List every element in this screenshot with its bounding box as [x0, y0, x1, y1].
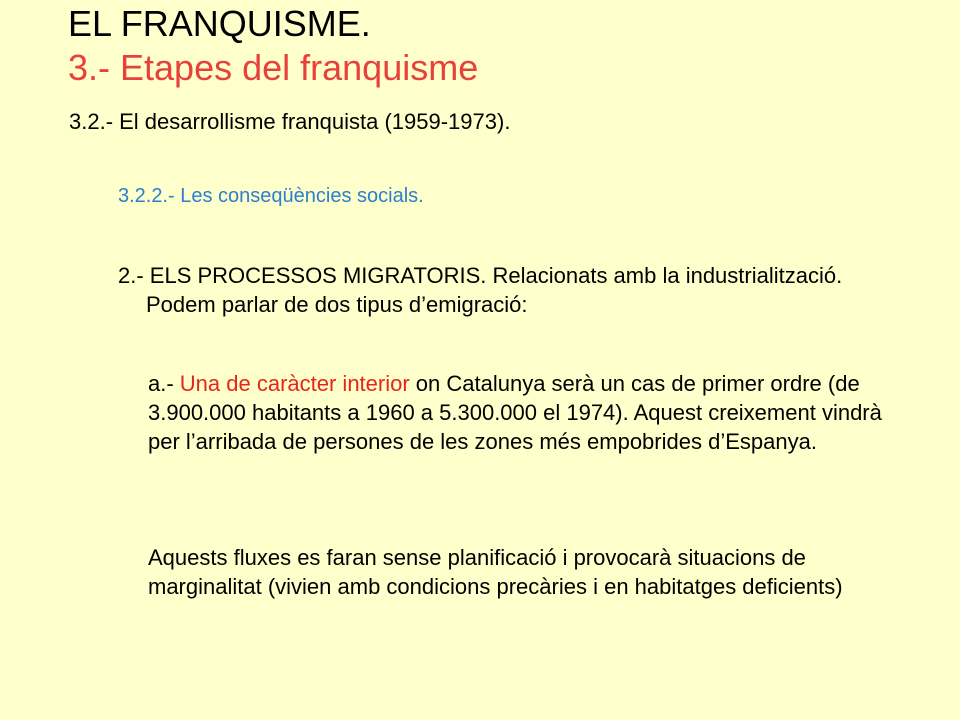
- interior-rest: on Catalunya serà un cas de primer ordre (de 3.900.000 habitants a 1960 a 5.300.000 el 1974). Aquest creixement vindrà per l’arribada de persones de les zones més empobrides d’Espanya.: [148, 371, 882, 454]
- title-main: EL FRANQUISME.: [68, 3, 371, 44]
- interior-prefix: a.-: [148, 371, 180, 396]
- slide-title: [68, 2, 928, 90]
- fluxes-paragraph: Aquests fluxes es faran sense planificació i provocarà situacions de marginalitat (vivien amb condicions precàries i en habitatges deficients): [148, 545, 843, 599]
- subsection-heading: 3.2.2.- Les conseqüències socials.: [118, 185, 424, 207]
- interior-migration-paragraph: [148, 369, 888, 456]
- section-heading: 3.2.- El desarrollisme franquista (1959-1973).: [69, 109, 511, 134]
- interior-highlight: Una de caràcter interior: [179, 371, 410, 396]
- migration-paragraph: 2.- ELS PROCESSOS MIGRATORIS. Relacionats amb la industrialització. Podem parlar de dos tipus d’emigració:: [118, 263, 843, 317]
- title-subtitle: 3.- Etapes del franquisme: [68, 47, 479, 88]
